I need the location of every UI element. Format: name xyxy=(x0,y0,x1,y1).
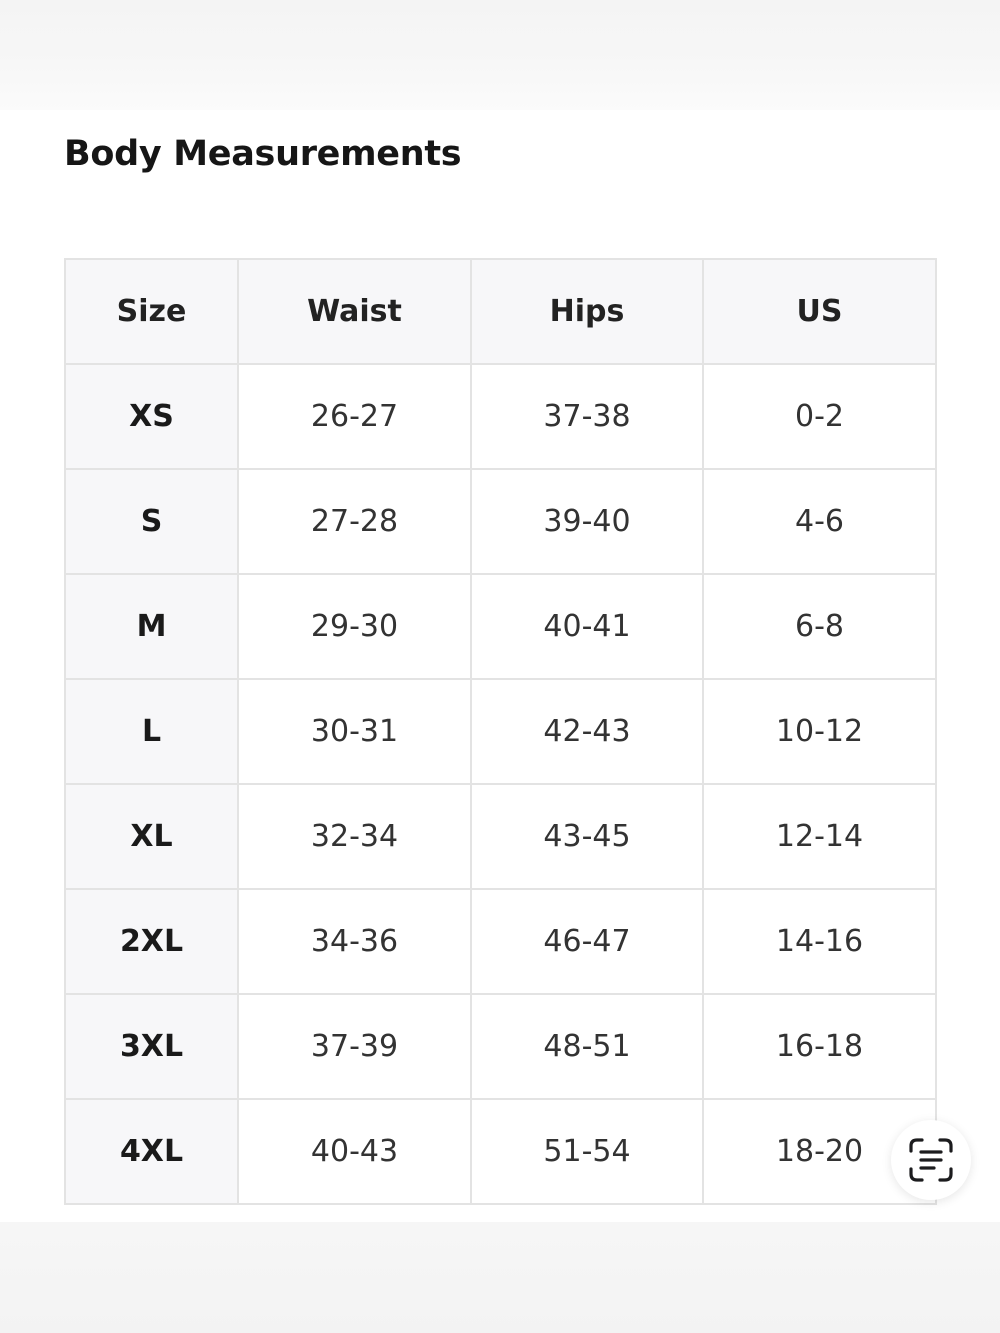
table-row xyxy=(65,1099,936,1204)
us-cell: 6-8 xyxy=(703,574,936,679)
table-row xyxy=(65,784,936,889)
us-cell: 10-12 xyxy=(703,679,936,784)
size-cell: XS xyxy=(65,364,238,469)
table-row xyxy=(65,889,936,994)
waist-cell: 26-27 xyxy=(238,364,471,469)
header-us: US xyxy=(703,259,936,364)
size-cell: 3XL xyxy=(65,994,238,1099)
top-background-band xyxy=(0,0,1000,110)
hips-cell: 37-38 xyxy=(471,364,703,469)
table-row xyxy=(65,994,936,1099)
live-text-scan-button[interactable] xyxy=(891,1120,971,1200)
hips-cell: 39-40 xyxy=(471,469,703,574)
header-waist: Waist xyxy=(238,259,471,364)
bottom-background-band xyxy=(0,1222,1000,1333)
waist-cell: 30-31 xyxy=(238,679,471,784)
hips-cell: 48-51 xyxy=(471,994,703,1099)
hips-cell: 42-43 xyxy=(471,679,703,784)
us-cell: 16-18 xyxy=(703,994,936,1099)
table-row xyxy=(65,679,936,784)
hips-cell: 46-47 xyxy=(471,889,703,994)
us-cell: 4-6 xyxy=(703,469,936,574)
size-cell: 2XL xyxy=(65,889,238,994)
table-row xyxy=(65,364,936,469)
waist-cell: 27-28 xyxy=(238,469,471,574)
hips-cell: 40-41 xyxy=(471,574,703,679)
waist-cell: 40-43 xyxy=(238,1099,471,1204)
us-cell: 0-2 xyxy=(703,364,936,469)
waist-cell: 32-34 xyxy=(238,784,471,889)
size-cell: 4XL xyxy=(65,1099,238,1204)
table-row xyxy=(65,574,936,679)
table-row xyxy=(65,469,936,574)
hips-cell: 43-45 xyxy=(471,784,703,889)
size-cell: L xyxy=(65,679,238,784)
header-size: Size xyxy=(65,259,238,364)
size-chart-table xyxy=(64,258,937,1205)
page-title: Body Measurements xyxy=(64,134,462,174)
header-hips: Hips xyxy=(471,259,703,364)
waist-cell: 34-36 xyxy=(238,889,471,994)
us-cell: 12-14 xyxy=(703,784,936,889)
us-cell: 18-20 xyxy=(703,1099,936,1204)
size-cell: S xyxy=(65,469,238,574)
hips-cell: 51-54 xyxy=(471,1099,703,1204)
waist-cell: 37-39 xyxy=(238,994,471,1099)
size-cell: M xyxy=(65,574,238,679)
size-cell: XL xyxy=(65,784,238,889)
text-scan-icon xyxy=(908,1137,954,1183)
table-header-row xyxy=(65,259,936,364)
waist-cell: 29-30 xyxy=(238,574,471,679)
us-cell: 14-16 xyxy=(703,889,936,994)
